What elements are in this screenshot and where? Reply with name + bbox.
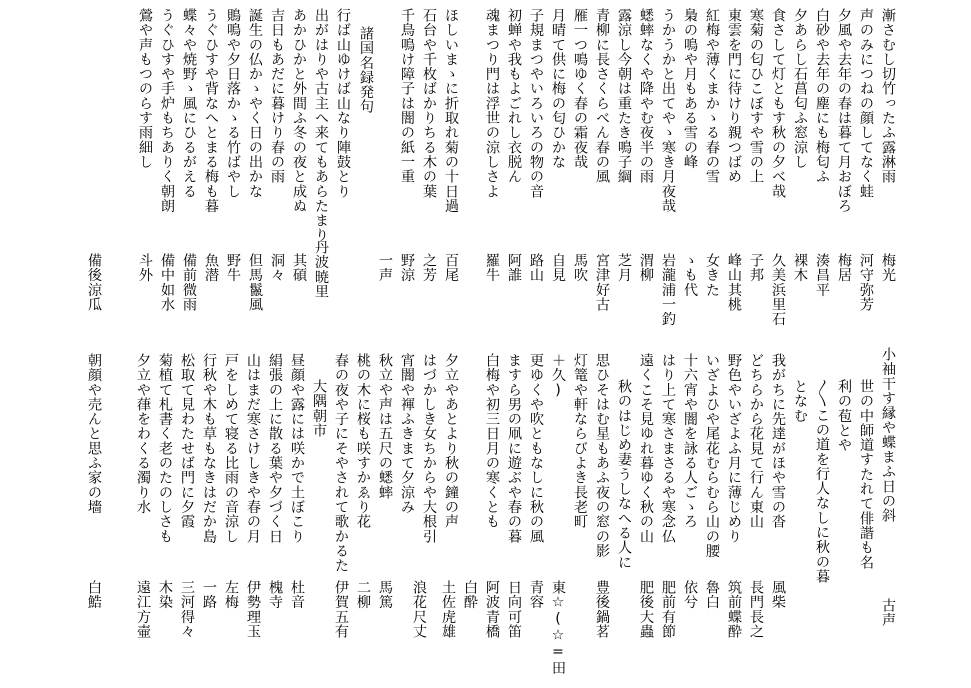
author-l26: 遠江方壷 <box>135 580 151 639</box>
verse-l5: 我がちに先達がほや雪の沓 <box>770 353 786 529</box>
verse-u0: 漸さむし切竹ったふ露淋雨 <box>880 8 896 184</box>
verse-l31: 松取て見わたせば門に夕霞 <box>179 353 195 529</box>
author-l1: 風柴 <box>770 580 786 610</box>
verse-u21: 千鳥鳴け障子は闇の紙一重 <box>399 8 415 184</box>
verse-l27: 絹張の上に散る葉や夕づく日 <box>267 353 283 544</box>
author-u4: 裸木 <box>792 253 808 283</box>
verse-l17: ますら男の凧に遊ぶや春の暮 <box>506 353 522 544</box>
verse-u11: 蟋蟀なくや降やむ夜半の雨 <box>638 8 654 184</box>
author-l24: 三河得々 <box>179 580 195 639</box>
author-u15: 自見 <box>550 253 566 283</box>
author-u24: 其碩 <box>291 253 307 283</box>
author-u19: 百尾 <box>443 253 459 283</box>
verse-l23: 桃の木に桜も咲すかゑり花 <box>355 353 371 529</box>
verse-u5: 食さして灯ともす秋の夕べ哉 <box>770 8 786 199</box>
verse-l20: はづかしき女ちからや大根引 <box>421 353 437 544</box>
author-u16: 路山 <box>528 253 544 283</box>
verse-u7: 東雲を門に待けり親つばめ <box>726 8 742 184</box>
author-u1: 河守弥芳 <box>858 253 874 312</box>
verse-l21: 宵闇や褌ふきまて夕涼み <box>399 353 415 515</box>
verse-l16: 更ゆくや吹ともなしに秋の風 <box>528 353 544 544</box>
verse-u27: 鵙鳴や夕日落かゝる竹ばやし <box>225 8 241 199</box>
author-u28: 魚潜 <box>203 253 219 283</box>
author-l27: 白鯌 <box>86 580 102 610</box>
verse-l22: 秋立や声は五尺の蟋蟀 <box>377 353 393 500</box>
author-l16: 馬篤 <box>377 580 393 610</box>
verse-u12: 露涼し今朝は重たき鳴子綱 <box>616 8 632 184</box>
verse-l26: 昼顔や露には咲かで土ぼこり <box>289 353 305 544</box>
author-u32: 備後涼瓜 <box>86 253 102 312</box>
verse-u13: 青柳に長さくらべん春の風 <box>594 8 610 184</box>
verse-l8: いざよひや尾花むらむら山の腰 <box>704 353 720 559</box>
author-l18: 伊賀五有 <box>333 580 349 639</box>
author-l12: 阿波青橋 <box>484 580 500 639</box>
verse-l33: 夕立や葎をわくる濁り水 <box>135 353 151 515</box>
verse-l11: 遠くこそ見ゆれ暮ゆく秋の山 <box>638 353 654 544</box>
verse-u30: うぐひすや手炉もちありく朝朗 <box>159 8 175 214</box>
author-l25: 木染 <box>157 580 173 610</box>
author-l8: 豊後鍋茗 <box>594 580 610 639</box>
verse-l0: 小袖干す縁や蝶まふ日の斜 <box>880 347 896 523</box>
verse-l7: 野色やいざよふ月に薄じめり <box>726 353 742 544</box>
verse-u1: 声のみにつねの顔してなく蛙 <box>858 8 874 199</box>
verse-u22: 行ば山ゆけば山なり陣鼓とり <box>335 8 351 199</box>
author-u21: 野涼 <box>399 253 415 283</box>
verse-l10: はり上て寒さまさるや寒念仏 <box>660 353 676 544</box>
verse-l13: 思ひそはむ星もあふ夜の窓の影 <box>594 353 610 559</box>
author-u8: 女きた <box>704 253 720 297</box>
author-u5: 久美浜里石 <box>770 253 786 327</box>
verse-l28: 山はまだ寒さけしきや春の月 <box>245 353 261 544</box>
author-u12: 芝月 <box>616 253 632 283</box>
author-l11: 日向可笛 <box>506 580 522 639</box>
verse-l32: 菊植て札書く老のたのしさも <box>157 353 173 544</box>
verse-u10: うかうかと出てやゝ寒き月夜哉 <box>660 8 676 214</box>
verse-u18: 魂まつり門は浮世の涼しさよ <box>484 8 500 199</box>
verse-u17: 初蝉や我もよごれし衣脱ん <box>506 8 522 184</box>
author-l17: 二柳 <box>355 580 371 610</box>
author-u11: 渭柳 <box>638 253 654 283</box>
author-l9: 東☆(☆=田 <box>550 580 566 676</box>
verse-u28: うぐひすや背なへとまる梅も暮 <box>203 8 219 214</box>
verse-l24: 春の夜や子にそやされて歌かるた <box>333 353 349 573</box>
verse-u4: 夕あらし石菖匂ふ窓涼し <box>792 8 808 170</box>
author-u31: 斗外 <box>137 253 153 283</box>
verse-u24: あかひかと外間ふ冬の夜と成ぬ <box>291 8 307 214</box>
verse-u15: 月晴て供に梅の匂ひかな <box>550 8 566 170</box>
verse-l4: となむ <box>792 379 808 423</box>
author-u25: 洞々 <box>269 253 285 283</box>
verse-l6: どちらから花見て行ん東山 <box>748 353 764 529</box>
author-u10: 岩瀧浦一釣 <box>660 253 676 327</box>
verse-l29: 戸をしめて寝る比雨の音涼し <box>223 353 239 544</box>
author-l19: 杜音 <box>289 580 305 610</box>
author-l14: 土佐虎雄 <box>440 580 456 639</box>
verse-u16: 子規まつやいろいろの物の音 <box>528 8 544 199</box>
author-u14: 馬吹 <box>572 253 588 283</box>
author-l10: 青容 <box>528 580 544 610</box>
verse-u6: 寒菊の匂ひこぼすや雪の上 <box>748 8 764 184</box>
author-l5: 依兮 <box>682 580 698 610</box>
author-l21: 伊勢理玉 <box>245 580 261 639</box>
verse-u19: ほしいまゝに折取れ菊の十日過 <box>443 8 459 214</box>
author-u17: 阿誰 <box>506 253 522 283</box>
author-u18: 羅牛 <box>484 253 500 283</box>
section-title: 諸国名録発句 <box>358 26 374 114</box>
verse-l30: 行秋や木も草もなきはだか島 <box>201 353 217 544</box>
verse-u26: 誕生の仏かゝやく日の出かな <box>247 8 263 199</box>
verse-u23: 出がはりや古主へ来てもあらたまり <box>313 8 329 243</box>
verse-l15: ＋久) <box>550 353 566 399</box>
author-l4: 魯白 <box>704 580 720 610</box>
author-u0: 梅光 <box>880 253 896 283</box>
verse-l3: 〳〵この道を行人なしに秋の暮 <box>814 379 830 584</box>
author-u22: 一声 <box>377 253 393 283</box>
author-u23: 丹波暁里 <box>313 240 329 299</box>
verse-l14: 灯篭や軒ならびよき長老町 <box>572 353 588 529</box>
verse-u29: 蝶々や焼野ゝ風にひるがえる <box>181 8 197 199</box>
verse-l25: 大隅朝市 <box>311 379 327 438</box>
author-u6: 子邦 <box>748 253 764 283</box>
verse-u25: 吉日もあだに暮けり春の雨 <box>269 8 285 184</box>
author-l22: 左梅 <box>223 580 239 610</box>
author-u27: 野牛 <box>225 253 241 283</box>
author-u3: 湊昌平 <box>814 253 830 297</box>
verse-u20: 石台や千枚ばかりちる木の葉 <box>421 8 437 199</box>
verse-u3: 白砂や去年の塵にも梅匂ふ <box>814 8 830 184</box>
verse-l19: 夕立やあとより秋の鐘の声 <box>443 353 459 529</box>
author-l3: 筑前蝶酔 <box>726 580 742 639</box>
author-l2: 長門長之 <box>748 580 764 639</box>
author-l0: 古声 <box>880 598 896 628</box>
author-u9: ゝも代 <box>682 253 698 297</box>
author-l13: 白酔 <box>462 580 478 610</box>
author-u7: 峰山其桃 <box>726 253 742 312</box>
verse-u2: 夕風や去年の春は暮て月おぼろ <box>836 8 852 214</box>
verse-l34: 朝顔や売んと思ふ家の墻 <box>86 353 102 515</box>
verse-u8: 紅梅や薄くまかゝる春の雪 <box>704 8 720 184</box>
author-u30: 備中如水 <box>159 253 175 312</box>
verse-l18: 白梅や初三日月の寒くとも <box>484 353 500 529</box>
verse-u31: 鶯や声もつのらす雨細し <box>137 8 153 170</box>
author-l23: 一路 <box>201 580 217 610</box>
author-u20: 之芳 <box>421 253 437 283</box>
author-u13: 宮津好古 <box>594 253 610 312</box>
verse-l2: 利の苞とや <box>836 379 852 453</box>
author-u26: 但馬鬣風 <box>247 253 263 312</box>
verse-l1: 世の中師道すたれて俳諧も名 <box>858 379 874 570</box>
verse-u9: 梟の鳴や月もある雪の峰 <box>682 8 698 170</box>
author-l15: 浪花尺丈 <box>411 580 427 639</box>
verse-l9: 十六宵や闇を詠る人ごゝろ <box>682 353 698 529</box>
author-l20: 槐寺 <box>267 580 283 610</box>
verse-u14: 雁一つ鳴ゆく春の霜夜哉 <box>572 8 588 170</box>
author-u2: 梅居 <box>836 253 852 283</box>
author-u29: 備前微雨 <box>181 253 197 312</box>
verse-l12: 秋のはじめ妻うしなへる人に <box>616 379 632 570</box>
author-l6: 肥前有節 <box>660 580 676 639</box>
author-l7: 肥後大蟲 <box>638 580 654 639</box>
